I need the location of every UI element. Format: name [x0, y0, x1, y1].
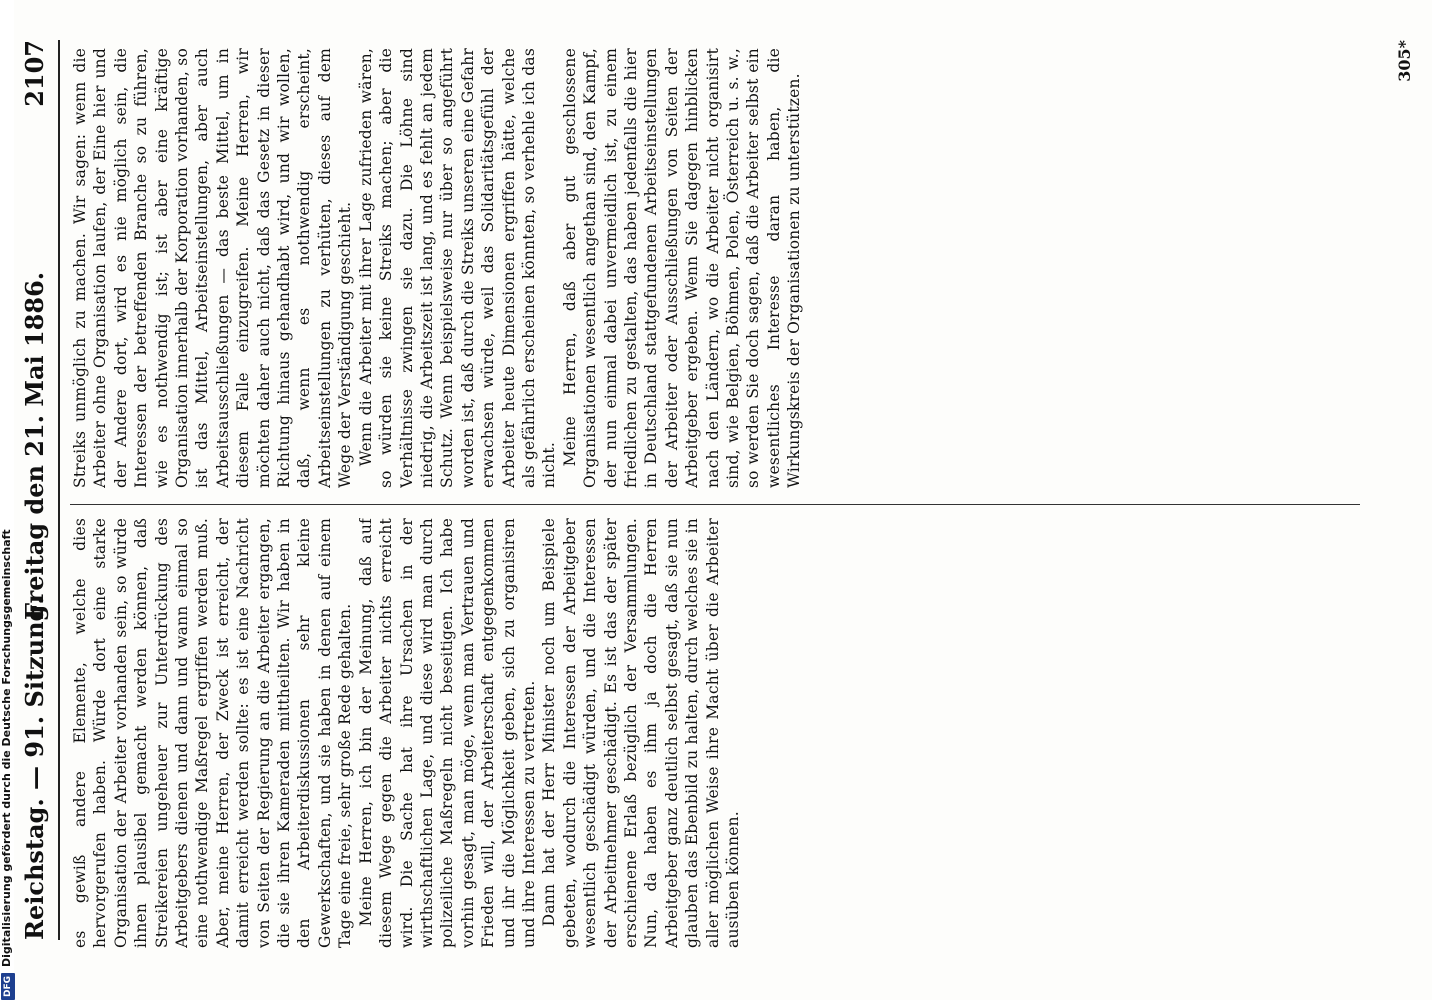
left-text-column	[70, 518, 1360, 948]
paragraph: Streiks unmöglich zu machen. Wir sagen: wenn die Arbeiter ohne Organisation laufen, der Eine hier und der Andere dort, wird es nie möglich sein, die Interessen der betreffenden Branche so zu führen, wie es nothwendig ist; ist aber eine kräftige Organisation innerhalb der Korporation vorhanden, so ist das Mittel, Arbeitseinstellungen, aber auch Arbeitsausschließungen — das beste Mittel, um in diesem Falle einzugreifen. Meine Herren, wir möchten daher auch nicht, daß das Gesetz in dieser Richtung hinaus gehandhabt wird, und wir wollen, daß, wenn es nothwendig erscheint, Arbeitseinstellungen zu verhüten, dieses auf dem Wege der Verständigung geschieht.	[71, 48, 355, 488]
paragraph: Dann hat der Herr Minister noch um Beispiele gebeten, wodurch die Interessen der Arbeitgeber wesentlich geschädigt würden, und die Interessen der Arbeitnehmer geschädigt. Es ist das der später erschienene Erlaß bezüglich der Versammlungen. Nun, da haben es ihm ja doch die Herren Arbeitgeber ganz deutlich selbst gesagt, daß sie nun glauben das Ebenbild zu halten, durch welches sie in aller möglichen Weise ihre Macht über die Arbeiter ausüben können.	[540, 518, 742, 948]
paragraph: Meine Herren, ich bin der Meinung, daß auf diesem Wege gegen die Arbeiter nichts erreicht wird. Die Sache hat ihre Ursachen in der wirthschaftlichen Lage, und diese wird man durch polizeiliche Maßregeln nicht beseitigen. Ich habe vorhin gesagt, man möge, wenn man Vertrauen und Frieden will, der Arbeiterschaft entgegenkommen und ihr die Möglichkeit geben, sich zu organisiren und ihre Interessen zu vertreten.	[356, 518, 538, 948]
digitization-note	[0, 0, 14, 1000]
running-head-left: Reichstag. — 91. Sitzung.	[20, 596, 49, 940]
digitization-note-text: Digitalisierung gefördert durch die Deutsche Forschungsgemeinschaft	[0, 529, 13, 967]
running-head-center: Freitag den 21. Mai 1886.	[20, 271, 49, 620]
paragraph: Wenn die Arbeiter mit ihrer Lage zufrieden wären, so würden sie keine Streiks machen; aber die Verhältnisse zwingen sie dazu. Die Löhne sind niedrig, die Arbeitszeit ist lang, und es fehlt an jedem Schutz. Wenn beispielsweise nur über so angeführt worden ist, daß durch die Streiks unseren eine Gefahr erwachsen würde, weil das Solidaritätsgefühl der Arbeiter heute Dimensionen ergriffen hätte, welche als gefährlich erscheinen könnten, so verhehle ich das nicht.	[356, 48, 559, 488]
running-head	[18, 40, 60, 940]
page-number: 2107	[20, 40, 49, 107]
side-strip	[0, 0, 14, 1000]
dfg-logo: DFG	[1, 973, 15, 1000]
paragraph: es gewiß andere Elemente, welche dies hervorgerufen haben. Würde dort eine starke Organisation der Arbeiter vorhanden sein, so würde ihnen plausibel gemacht werden können, daß Streikereien ungeheuer zur Unterdrückung des Arbeitgebers dienen und dann und wann einmal so eine nothwendige Maßregel ergriffen werden muß. Aber, meine Herren, der Zweck ist erreicht, der damit erreicht werden sollte: es ist eine Nachricht von Seiten der Regierung an die Arbeiter ergangen, die sie ihren Kameraden mittheilten. Wir haben in den Arbeiterdiskussionen sehr kleine Gewerkschaften, und sie haben in denen auf einem Tage eine freie, sehr große Rede gehalten.	[71, 518, 355, 948]
paragraph: Meine Herren, daß aber gut geschlossene Organisationen wesentlich angethan sind, den Kampf, der nun einmal dabei unvermeidlich ist, zu einem friedlichen zu gestalten, das haben jedenfalls die hier in Deutschland stattgefundenen Arbeitseinstellungen der Arbeiter oder Ausschließungen von Seiten der Arbeitgeber ergeben. Wenn Sie dagegen hinblicken nach den Ländern, wo die Arbeiter nicht organisirt sind, wie Belgien, Böhmen, Polen, Österreich u. s. w., so werden Sie doch sagen, daß die Arbeiter selbst ein wesentliches Interesse daran haben, die Wirkungskreis der Organisationen zu unterstützen.	[560, 48, 804, 488]
signature-mark: 305*	[1395, 40, 1414, 82]
right-text-column	[70, 48, 1360, 488]
column-divider	[70, 504, 1360, 505]
